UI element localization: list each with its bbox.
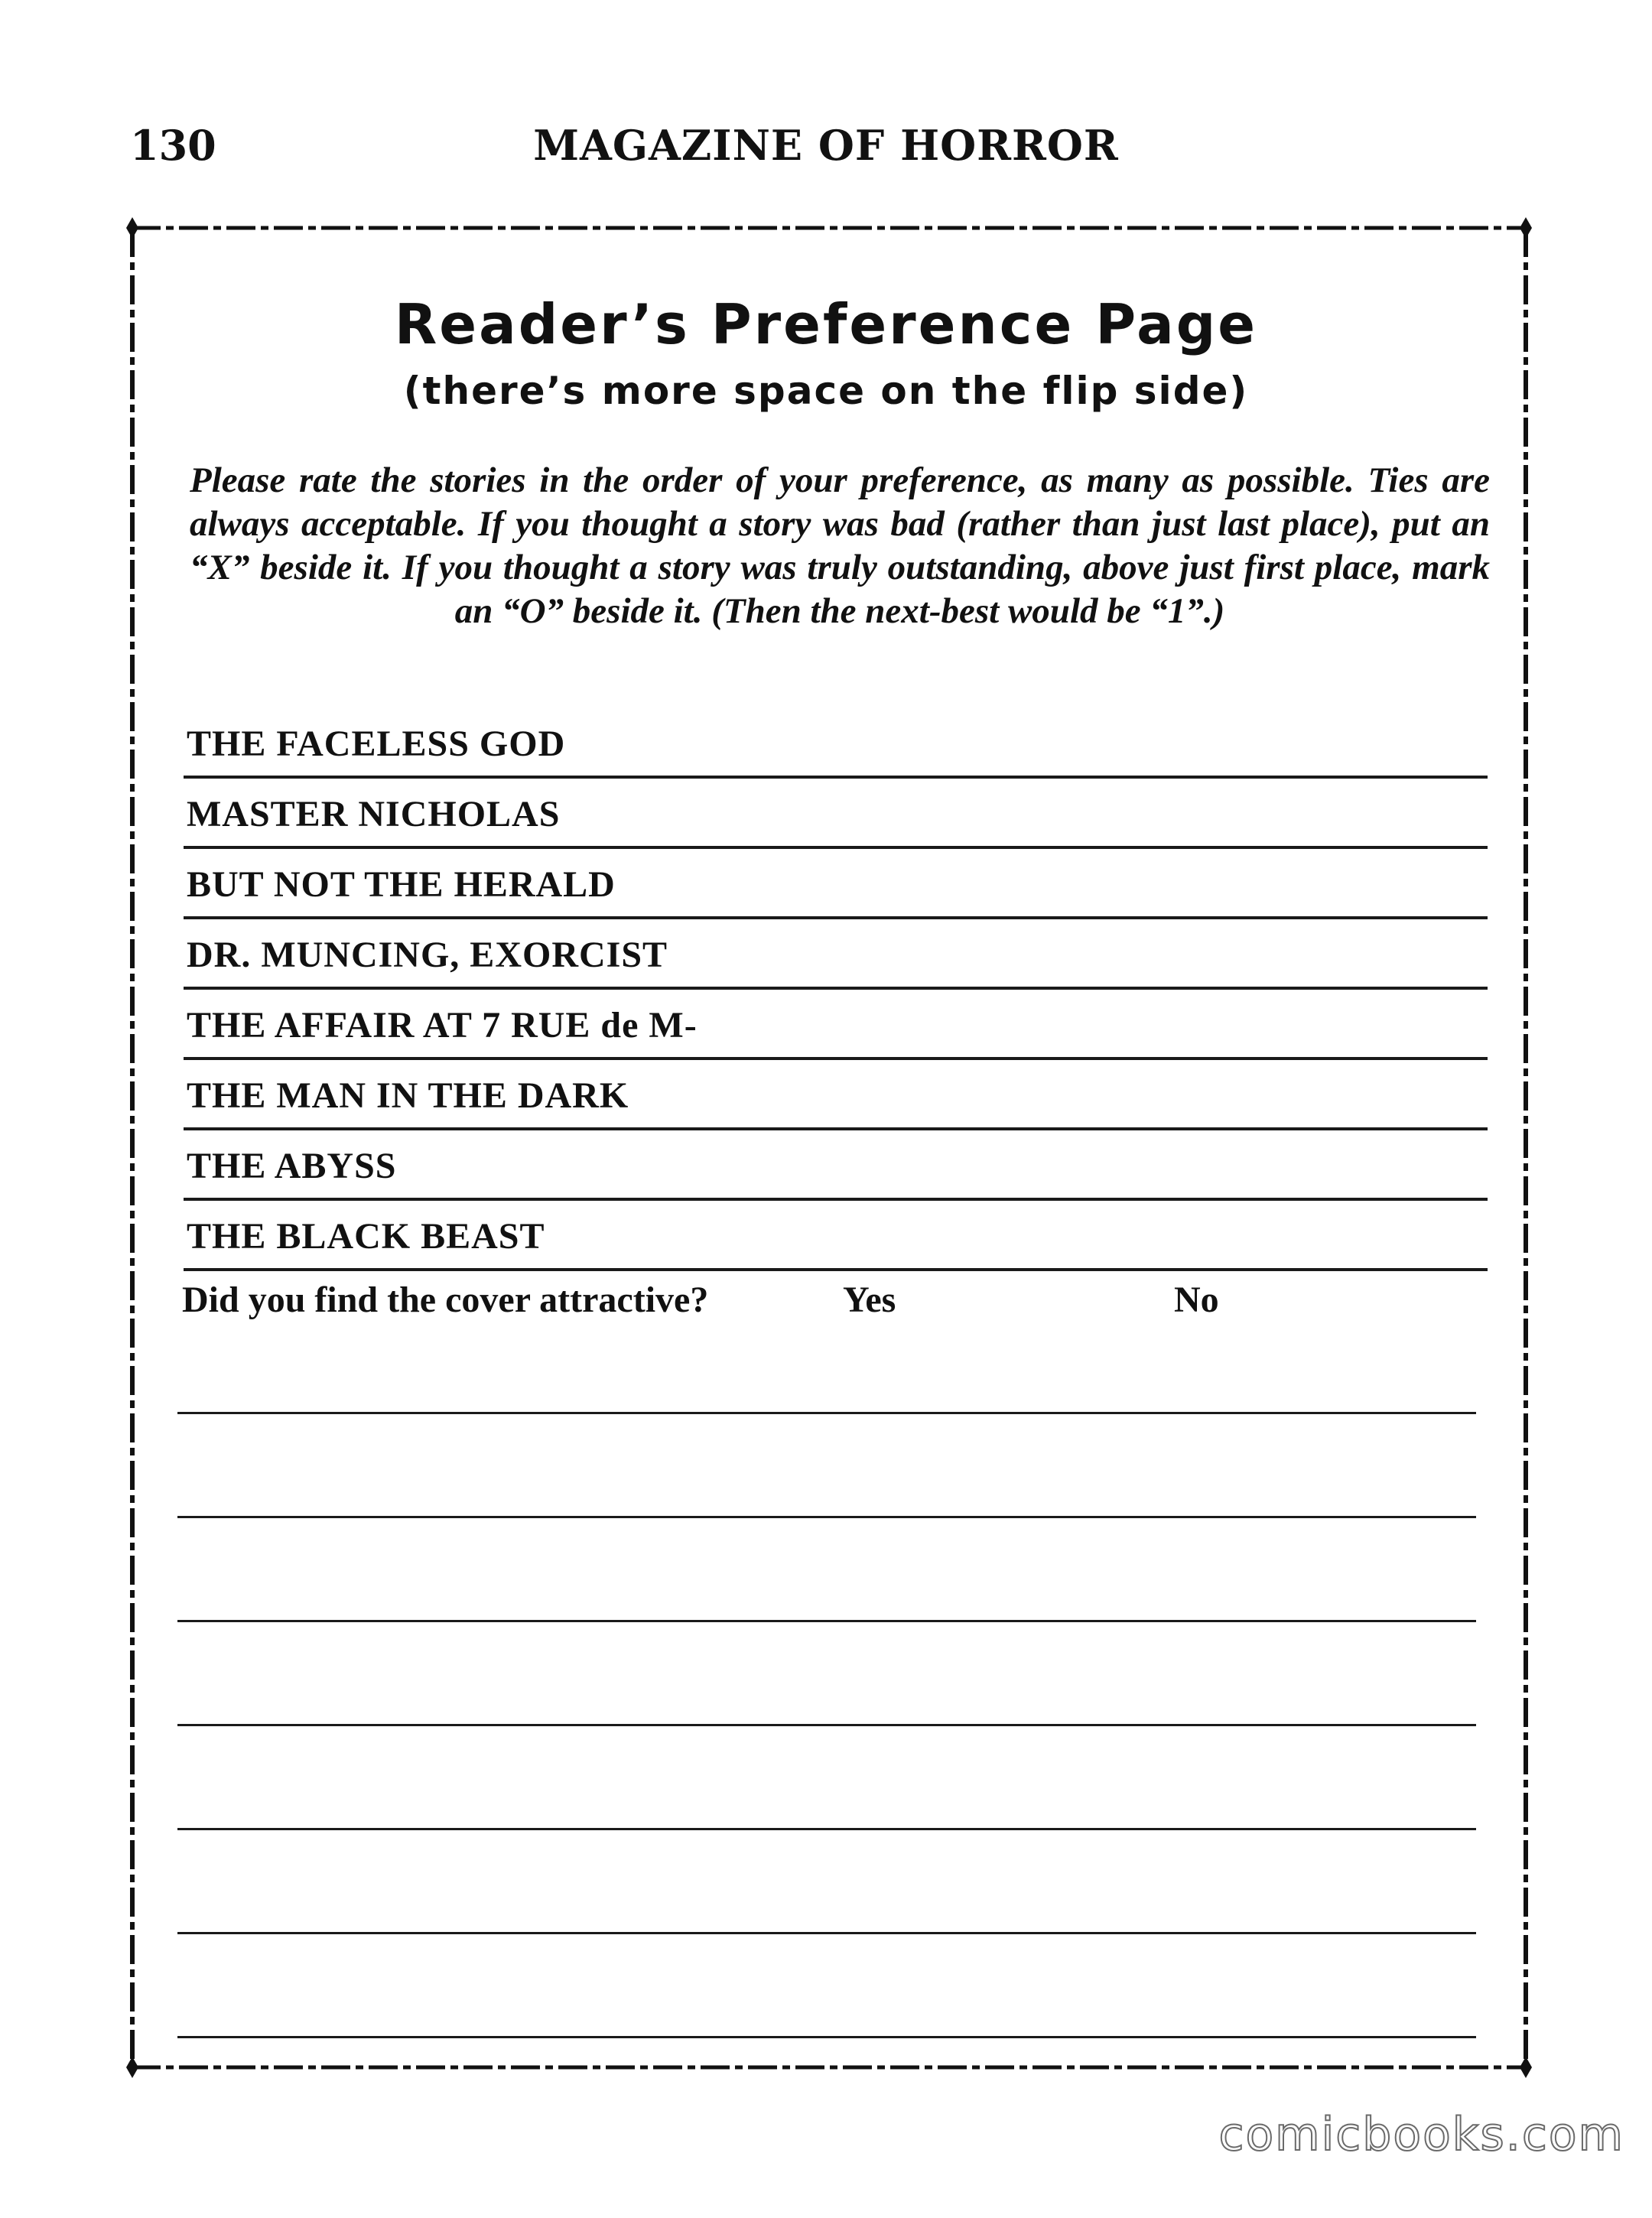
story-title: THE AFFAIR AT 7 RUE de M- <box>187 1005 698 1046</box>
comment-line[interactable] <box>177 1724 1476 1726</box>
form-subtitle: (there’s more space on the flip side) <box>403 369 1249 413</box>
story-rating-row[interactable] <box>184 1060 1488 1130</box>
site-watermark: comicbooks.com <box>1218 2108 1624 2161</box>
story-title: THE MAN IN THE DARK <box>187 1075 629 1116</box>
comment-line[interactable] <box>177 1516 1476 1518</box>
comment-line[interactable] <box>177 1828 1476 1830</box>
comment-line[interactable] <box>177 1412 1476 1414</box>
story-rating-list <box>184 708 1488 1271</box>
story-title: THE FACELESS GOD <box>187 724 566 764</box>
story-title: BUT NOT THE HERALD <box>187 864 616 905</box>
story-title: DR. MUNCING, EXORCIST <box>187 935 668 975</box>
cover-no-option[interactable]: No <box>1174 1280 1219 1320</box>
story-rating-row[interactable] <box>184 919 1488 990</box>
story-title: THE ABYSS <box>187 1146 397 1186</box>
comment-line[interactable] <box>177 1932 1476 1934</box>
comment-line[interactable] <box>177 2036 1476 2038</box>
comment-line[interactable] <box>177 1620 1476 1622</box>
story-rating-row[interactable] <box>184 1130 1488 1201</box>
page-number: 130 <box>130 121 216 170</box>
story-rating-row[interactable] <box>184 849 1488 919</box>
story-rating-row[interactable] <box>184 779 1488 849</box>
cover-yes-option[interactable]: Yes <box>843 1280 896 1320</box>
cover-question: Did you find the cover attractive? <box>182 1280 709 1320</box>
story-rating-row[interactable] <box>184 990 1488 1060</box>
instructions-paragraph: Please rate the stories in the order of your preference, as many as possible. Ties are always acceptable. If you thought a story was bad (rather than just last place), put an “X” beside it. If you thought a story was truly outstanding, above just first place, mark an “O” beside it. (Then the next-best would be “1”.) <box>190 460 1490 631</box>
form-title: Reader’s Preference Page <box>394 292 1258 356</box>
story-rating-row[interactable] <box>184 708 1488 779</box>
story-rating-row[interactable] <box>184 1201 1488 1271</box>
story-title: THE BLACK BEAST <box>187 1216 545 1257</box>
story-title: MASTER NICHOLAS <box>187 794 561 834</box>
magazine-title: MAGAZINE OF HORROR <box>533 121 1119 170</box>
